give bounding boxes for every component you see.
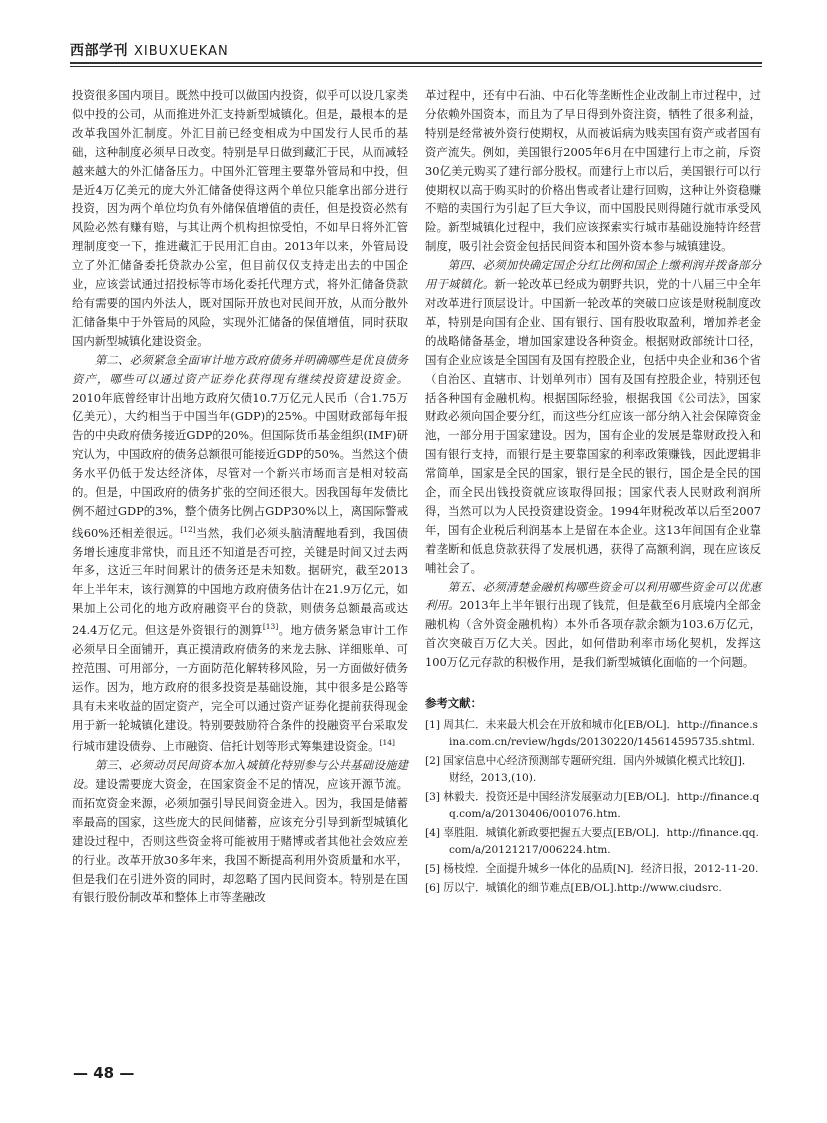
paragraph: 投资很多国内项目。既然中投可以做国内投资，似乎可以设几家类似中投的公司，从而推进外汇支持新型城镇化。但是，最根本的是改革我国外汇制度。外汇目前已经变相成为中国发行人民币的基础，这种制度必须早日改变。特别是早日做到藏汇于民，从而减轻越来越大的外汇储备压力。中国外汇管理主要靠外管局和中投，但是近4万亿美元的庞大外汇储备使得这两个单位只能拿出部分进行投资，因为两个单位均负有外储保值增值的责任，但是投资必然有风险必然有赚有赔，与其让两个机构担惊受怕，不如早日将外汇管理制度变一下，推进藏汇于民用汇自由。2013年以来，外管局设立了外汇储备委托贷款办公室，但目前仅仅支持走出去的中国企业，应该尝试通过招投标等市场化委托代理方式，将外汇储备贷款给有需要的国内外法人，既对国际开放也对民间开放，从而分散外汇储备集中于外管局的风险，实现外汇储备的保值增值，同时获取国内新型城镇化建设资金。	[72, 88, 408, 348]
page-number: — 48 —	[73, 1064, 135, 1082]
paragraph-text: 建设需要庞大资金，在国家资金不足的情况，应该开源节流。而拓宽资金来源，必须加强引导民间资金进入。因为，我国是储蓄率最高的国家，这些庞大的民间储蓄，应该充分引导到新型城镇化建设过程中，否则这些资金将可能被用于赌博或者其他社会效应差的行业。改革开放30多年来，我国不断提高利用外资质量和水平，但是我们在引进外资的同时，却忽略了国内民间资本。特别是在国有银行股份制改革和整体上市等垄融改	[72, 777, 408, 905]
reference-item: [6] 厉以宁．城镇化的细节难点[EB/OL].http://www.ciudsrc.	[425, 882, 722, 894]
journal-latin-name: XIBUXUEKAN	[134, 44, 229, 59]
paragraph-text: 新一轮改革已经成为朝野共识，党的十八届三中全年对改革进行顶层设计。中国新一轮改革的突破口应该是财税制度改革，特别是向国有企业、国有银行、国有股收取盈利，增加养老金的战略储备基金，增加国家建设各种资金。根据财政部统计口径，国有企业应该是全国国有及国有控股企业，包括中央企业和36个省（自治区、直辖市、计划单列市）国有及国有控股企业，特别还包括各种国有金融机构。根据国际经验，根据我国《公司法》，国家财政必须向国企要分红，而这些分红应该一部分纳入社会保障资金池，一部分用于国家建设。因为，国有企业的发展是靠财政投入和国有银行支持，而银行是主要靠国家的利率政策赚钱，因此逻辑非常简单，国家是全民的国家，银行是全民的银行，国企是全民的国企，而全民出钱投资就应该取得回报；国家代表人民财政利润所得，当然可以为人民投资建设资金。1994年财税改革以后至2007年，国有企业税后利润基本上是留在本企业。这13年间国有企业靠着垄断和低息贷款获得了发展机遇，获得了高额利润，现在应该反哺社会了。	[425, 277, 761, 575]
reference-item: [5] 杨枝煌．全面提升城乡一体化的品质[N]．经济日报，2012-11-20.	[425, 863, 759, 875]
citation: [12]	[180, 524, 196, 534]
reference-item: [4] 辜胜阻．城镇化新政要把握五大要点[EB/OL]．http://finance.qq.com/a/20121217/006224.htm.	[425, 827, 759, 856]
paragraph	[72, 351, 408, 756]
section-lead: 第五、必须清楚金融机构哪些资金可以利用哪些资金可以优惠利用。	[425, 579, 761, 613]
paragraph	[425, 578, 761, 673]
reference-item: [3] 林毅夫．投资还是中国经济发展驱动力[EB/OL]．http://finance.qq.com/a/20130406/001076.htm.	[425, 791, 760, 820]
reference-item: [2] 国家信息中心经济预测部专题研究组．国内外城镇化模式比较[J]．财经，2013,(10).	[425, 755, 753, 784]
paragraph	[72, 756, 408, 907]
citation: [14]	[379, 738, 395, 748]
paragraph: 革过程中，还有中石油、中石化等垄断性企业改制上市过程中，过分依赖外国资本，而且为了早日得到外资注资，牺牲了很多利益，特别是经常被外资行使期权，从而被诟病为贱卖国有资产或者国有资产流失。例如，美国银行2005年6月在中国建行上市之前，斥资30亿美元购买了建行部分股权。而建行上市以后，美国银行可以行使期权以高于购买时的价格出售或者让建行回购，这种让外资稳赚不赔的卖国行为引起了巨大争议，而中国股民则得随行就市承受风险。新型城镇化过程中，我们应该探索实行城市基础设施特许经营制度，吸引社会资金包括民间资本和国外资本参与城镇建设。	[425, 88, 761, 254]
journal-name: 西部学刊	[70, 43, 128, 59]
left-column	[72, 86, 408, 907]
paragraph-text: 。地方债务紧急审计工作必须早日全面铺开，真正摸清政府债务的来龙去脉、详细账单、可控范围、可用部分，一方面防范化解转移风险，另一方面做好债务运作。因为，地方政府的很多投资是基础设施，其中很多是公路等具有未来收益的固定资产，完全可以通过资产证券化提前获得现金用于新一轮城镇化建设。特别要鼓励符合条件的投融资平台采取发行城市建设债券、上市融资、信托计划等形式筹集建设资金。	[72, 622, 408, 754]
paragraph-text: 2013年上半年银行出现了钱荒，但是截至6月底境内全部金融机构（含外资金融机构）本外币各项存款余额为103.6万亿元，首次突破百万亿大关。因此，如何借助利率市场化契机，发挥这100万亿元存款的积极作用，是我们新型城镇化面临的一个问题。	[425, 598, 761, 670]
header-rule	[70, 62, 762, 64]
section-lead: 第四、必须加快确定国企分红比例和国企上缴利润并拨备部分用于城镇化。	[425, 258, 761, 292]
right-column	[425, 86, 761, 899]
paragraph	[425, 256, 761, 577]
paragraph-text: 当然，我们必须头脑清醒地看到，我国债务增长速度非常快，而且还不知道是否可控，关键是时间又过去两年多，这近三年时间累计的债务还是未知数。据研究，截至2013年上半年末，该行测算的中国地方政府债务估计在21.9万亿元，如果加上公司化的地方政府融资平台的贷款，则债务总额最高或达24.4万亿元。但这是外资银行的测算	[72, 525, 408, 637]
section-lead: 第二、必须紧急全面审计地方政府债务并明确哪些是优良债务资产，哪些可以通过资产证券化获得现有继续投资建设资金。	[72, 352, 408, 386]
header-rule-thin	[70, 66, 762, 67]
citation: [13]	[262, 622, 279, 632]
running-header	[70, 40, 762, 62]
reference-item: [1] 周其仁．未来最大机会在开放和城市化[EB/OL]．http://finance.sina.com.cn/review/hgds/20130220/145614595735.shtml.	[425, 719, 758, 748]
references-heading: 参考文献：	[425, 696, 482, 711]
paragraph-text: 2010年底曾经审计出地方政府欠债10.7万亿元人民币（合1.75万亿美元），大约相当于中国当年(GDP)的25%。中国财政部每年报告的中央政府债务接近GDP的20%。但国际货币基金组织(IMF)研究认为，中国政府的债务总额很可能接近GDP的50%。当然这个债务水平仍低于发达经济体，尽管对一个新兴市场而言是相对较高的。但是，中国政府的债务扩张的空间还很大。因我国每年发债比例不超过GDP的3%，整个债务比例占GDP30%以上，离国际警戒线60%还相差很远。	[72, 390, 408, 540]
section-lead: 第三、必须动员民间资本加入城镇化特别参与公共基础设施建设。	[72, 758, 408, 792]
